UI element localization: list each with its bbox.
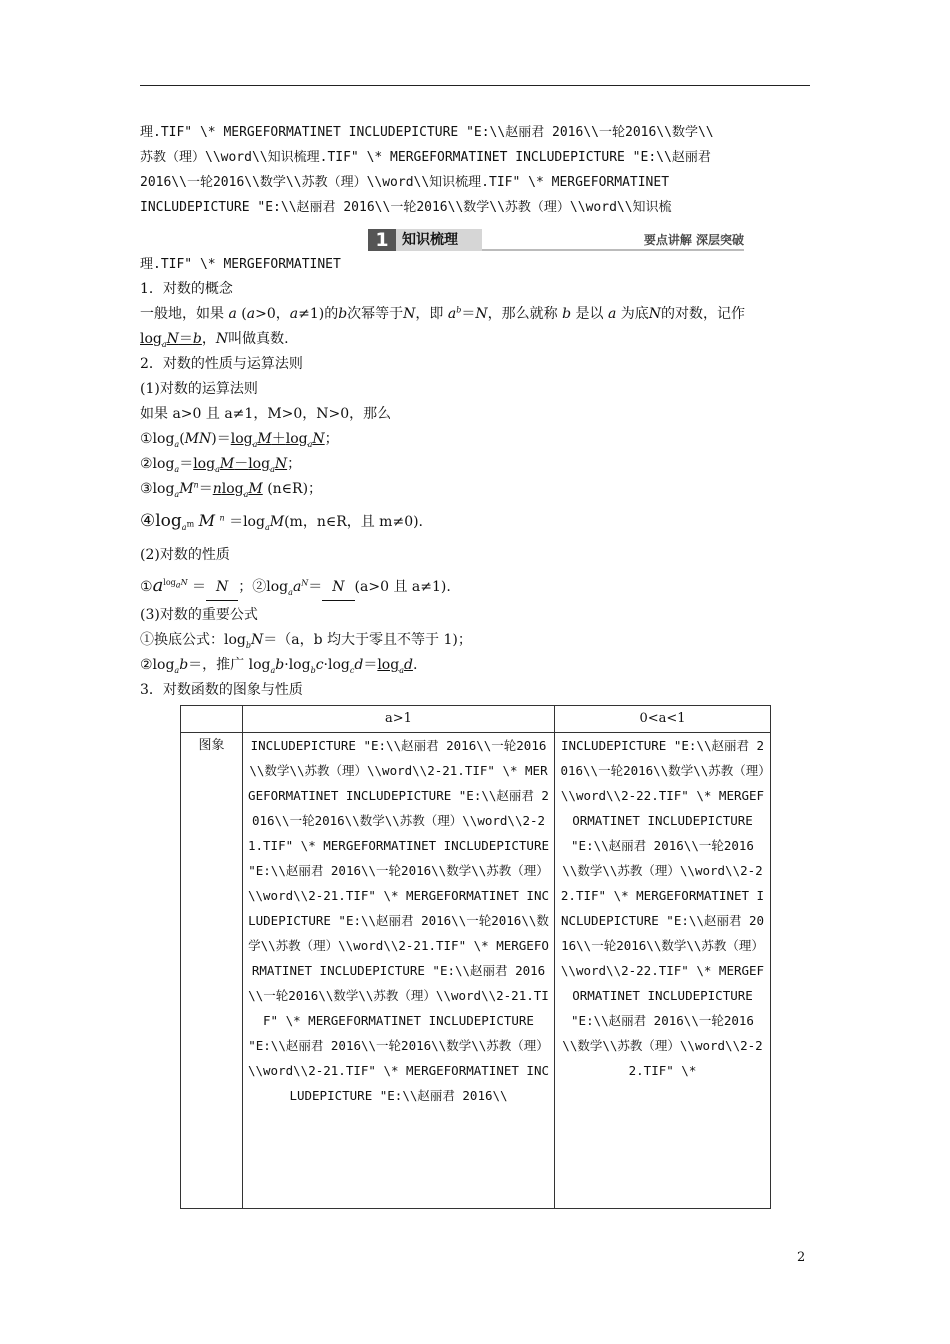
header-a-between-0-1: 0<a<1 [555, 706, 771, 733]
banner-number: 1 [368, 229, 396, 251]
table-row [181, 733, 771, 1209]
table-header-row [181, 706, 771, 733]
header-rule [140, 85, 810, 86]
section-3-heading: 3．对数函数的图象与性质 [140, 682, 303, 698]
property-line: $①a^{log_aN} = N$ ；$②\log_aa^N= N$ (a>0 且 a≠1). [140, 573, 451, 601]
log-notation-line: $\log_aN=b$，N叫做真数. [140, 331, 289, 349]
graph-cell-a-between-0-1: INCLUDEPICTURE "E:\\赵丽君 2016\\一轮2016\\数学\\苏教（理）\\word\\2-22.TIF" \* MERGEFORMATINET INCLUDEPICTURE "E:\\赵丽君 2016\\一轮2016\\数学\\苏教（理）\\word\\2-22.TIF" \* MERGEFORMATINET INCLUDEPICTURE "E:\\赵丽君 2016\\一轮2016\\数学\\苏教（理）\\word\\2-22.TIF" \* MERGEFORMATINET INCLUDEPICTURE "E:\\赵丽君 2016\\一轮2016\\数学\\苏教（理）\\word\\2-22.TIF" \* [555, 733, 771, 1209]
banner-underline [482, 249, 744, 251]
log-definition-line: 一般地，如果 a (a>0，a≠1)的b次幂等于N，即 $a^b=N$，那么就称 b 是以 a 为底N的对数，记作 [140, 305, 745, 322]
field-code-line-5: 理.TIF" \* MERGEFORMATINET [140, 257, 341, 272]
field-code-line-4: INCLUDEPICTURE "E:\\赵丽君 2016\\一轮2016\\数学\\苏教（理）\\word\\知识梳 [140, 200, 672, 215]
subsection-2-2: (2)对数的性质 [140, 547, 230, 563]
field-code-line-1: 理.TIF" \* MERGEFORMATINET INCLUDEPICTURE "E:\\赵丽君 2016\\一轮2016\\数学\\ [140, 125, 714, 140]
banner-tagline: 要点讲解 深层突破 [643, 233, 744, 247]
banner-title: 知识梳理 [396, 229, 482, 251]
section-2-heading: 2．对数的性质与运算法则 [140, 356, 303, 372]
subsection-2-1: (1)对数的运算法则 [140, 381, 258, 397]
graph-cell-a-greater-1: INCLUDEPICTURE "E:\\赵丽君 2016\\一轮2016\\数学\\苏教（理）\\word\\2-21.TIF" \* MERGEFORMATINET INCLUDEPICTURE "E:\\赵丽君 2016\\一轮2016\\数学\\苏教（理）\\word\\2-21.TIF" \* MERGEFORMATINET INCLUDEPICTURE "E:\\赵丽君 2016\\一轮2016\\数学\\苏教（理）\\word\\2-21.TIF" \* MERGEFORMATINET INCLUDEPICTURE "E:\\赵丽君 2016\\一轮2016\\数学\\苏教（理）\\word\\2-21.TIF" \* MERGEFORMATINET INCLUDEPICTURE "E:\\赵丽君 2016\\一轮2016\\数学\\苏教（理）\\word\\2-21.TIF" \* MERGEFORMATINET INCLUDEPICTURE "E:\\赵丽君 2016\\一轮2016\\数学\\苏教（理）\\word\\2-21.TIF" \* MERGEFORMATINET INCLUDEPICTURE "E:\\赵丽君 2016\\ [243, 733, 555, 1209]
log-function-table [180, 705, 771, 1209]
field-code-line-2: 苏教（理）\\word\\知识梳理.TIF" \* MERGEFORMATINET INCLUDEPICTURE "E:\\赵丽君 [140, 150, 711, 165]
rule-2: $②\log_a=\log_aM-\log_aN$； [140, 456, 302, 474]
row-label-graph: 图象 [181, 733, 243, 1209]
subsection-2-3: (3)对数的重要公式 [140, 607, 258, 623]
section-banner [368, 229, 744, 253]
table-corner-cell [181, 706, 243, 733]
condition-line: 如果 a>0 且 a≠1，M>0，N>0，那么 [140, 406, 392, 422]
page-number: 2 [797, 1250, 806, 1265]
formula-2: $②\log_ab=$，推广 $\log_ab\cdot\log_bc\cdot\log_cd=\log_ad$. [140, 657, 418, 675]
section-1-heading: 1．对数的概念 [140, 281, 233, 297]
rule-4: $④\log_{a^m}$ M $^n =\log_aM(m$，n∈R，且 m≠0). [140, 511, 424, 532]
rule-3: $③\log_aM^n=nlog_aM$ (n∈R)； [140, 480, 323, 499]
field-code-line-3: 2016\\一轮2016\\数学\\苏教（理）\\word\\知识梳理.TIF" \* MERGEFORMATINET [140, 175, 670, 190]
formula-1: ①换底公式：$\log_bN=(a$，b 均大于零且不等于 1)； [140, 632, 472, 650]
rule-1: $①\log_a(MN)=\log_aM+\log_aN$； [140, 431, 339, 449]
header-a-greater-1: a>1 [243, 706, 555, 733]
